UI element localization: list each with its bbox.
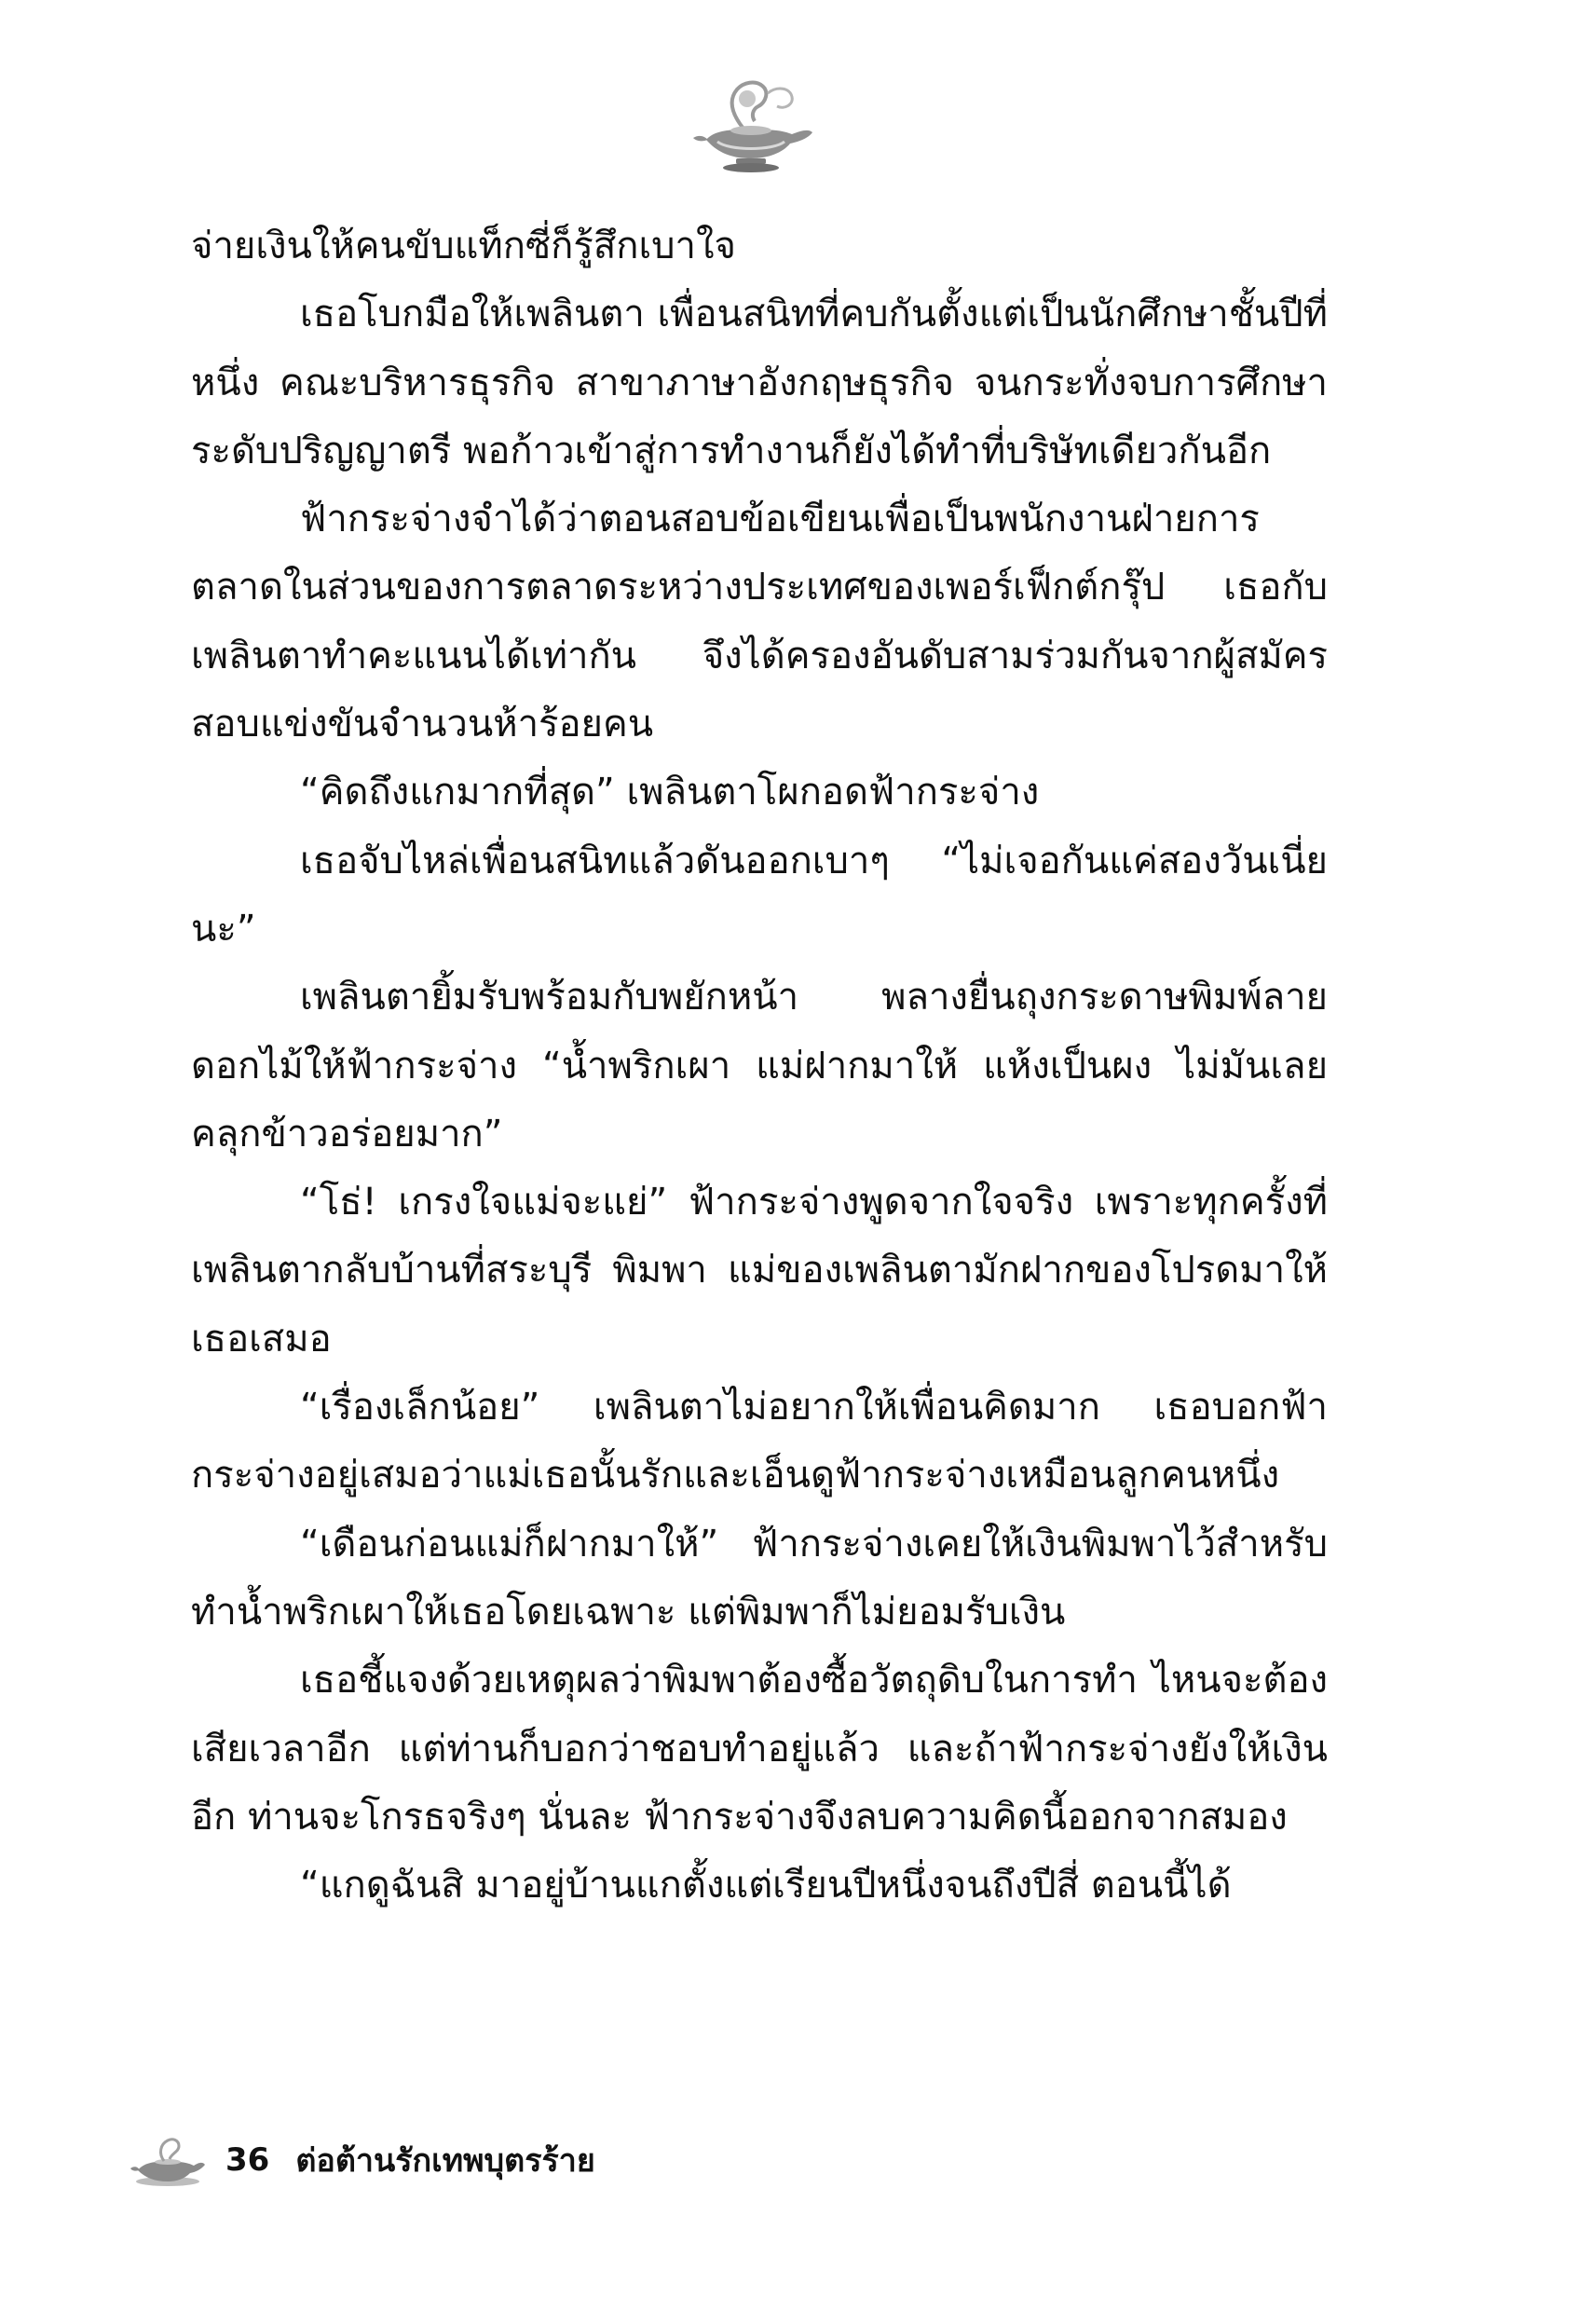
paragraph: เธอโบกมือให้เพลินตา เพื่อนสนิทที่คบกันตั้งแต่เป็นนักศึกษาชั้นปีที่หนึ่ง คณะบริหารธุรกิจ สาขาภาษาอังกฤษธุรกิจ จนกระทั่งจบการศึกษาระดับปริญญาตรี พอก้าวเข้าสู่การทำงานก็ยังได้ทำที่บริษัทเดียวกันอีก <box>191 293 1328 472</box>
paragraph: เธอชี้แจงด้วยเหตุผลว่าพิมพาต้องซื้อวัตถุดิบในการทำ ไหนจะต้องเสียเวลาอีก แต่ท่านก็บอกว่าชอบทำอยู่แล้ว และถ้าฟ้ากระจ่างยังให้เงินอีก ท่านจะโกรธจริงๆ นั่นละ ฟ้ากระจ่างจึงลบความคิดนี้ออกจากสมอง <box>191 1659 1328 1839</box>
paragraph: “คิดถึงแกมากที่สุด” เพลินตาโผกอดฟ้ากระจ่าง <box>300 771 1040 814</box>
paragraph: “เรื่องเล็กน้อย” เพลินตาไม่อยากให้เพื่อนคิดมาก เธอบอกฟ้ากระจ่างอยู่เสมอว่าแม่เธอนั้นรักและเอ็นดูฟ้ากระจ่างเหมือนลูกคนหนึ่ง <box>191 1386 1328 1497</box>
paragraph: “เดือนก่อนแม่ก็ฝากมาให้” ฟ้ากระจ่างเคยให้เงินพิมพาไว้สำหรับทำน้ำพริกเผาให้เธอโดยเฉพาะ แต่พิมพาก็ไม่ยอมรับเงิน <box>191 1522 1328 1634</box>
page-number: 36 <box>225 2141 270 2179</box>
paragraph: เธอจับไหล่เพื่อนสนิทแล้วดันออกเบาๆ “ไม่เจอกันแค่สองวันเนี่ยนะ” <box>191 839 1328 950</box>
paragraph: “โธ่! เกรงใจแม่จะแย่” ฟ้ากระจ่างพูดจากใจจริง เพราะทุกครั้งที่เพลินตากลับบ้านที่สระบุรี พิมพา แม่ของเพลินตามักฝากของโปรดมาให้เธอเสมอ <box>191 1181 1328 1361</box>
body-text <box>191 212 1328 1920</box>
paragraph: “แกดูฉันสิ มาอยู่บ้านแกตั้งแต่เรียนปีหนึ่งจนถึงปีสี่ ตอนนี้ได้ <box>300 1864 1232 1908</box>
magic-lamp-icon <box>686 73 816 175</box>
magic-lamp-icon <box>129 2131 205 2189</box>
paragraph: จ่ายเงินให้คนขับแท็กซี่ก็รู้สึกเบาใจ <box>191 225 736 267</box>
book-title: ต่อต้านรักเทพบุตรร้าย <box>295 2142 595 2180</box>
paragraph: ฟ้ากระจ่างจำได้ว่าตอนสอบข้อเขียนเพื่อเป็นพนักงานฝ่ายการตลาดในส่วนของการตลาดระหว่างประเทศของเพอร์เฟ็กต์กรุ๊ป เธอกับเพลินตาทำคะแนนได้เท่ากัน จึงได้ครองอันดับสามร่วมกันจากผู้สมัครสอบแข่งขันจำนวนห้าร้อยคน <box>191 498 1328 746</box>
paragraph: เพลินตายิ้มรับพร้อมกับพยักหน้า พลางยื่นถุงกระดาษพิมพ์ลายดอกไม้ให้ฟ้ากระจ่าง “น้ำพริกเผา แม่ฝากมาให้ แห้งเป็นผง ไม่มันเลยคลุกข้าวอร่อยมาก” <box>191 976 1328 1156</box>
page-footer <box>129 2127 595 2193</box>
